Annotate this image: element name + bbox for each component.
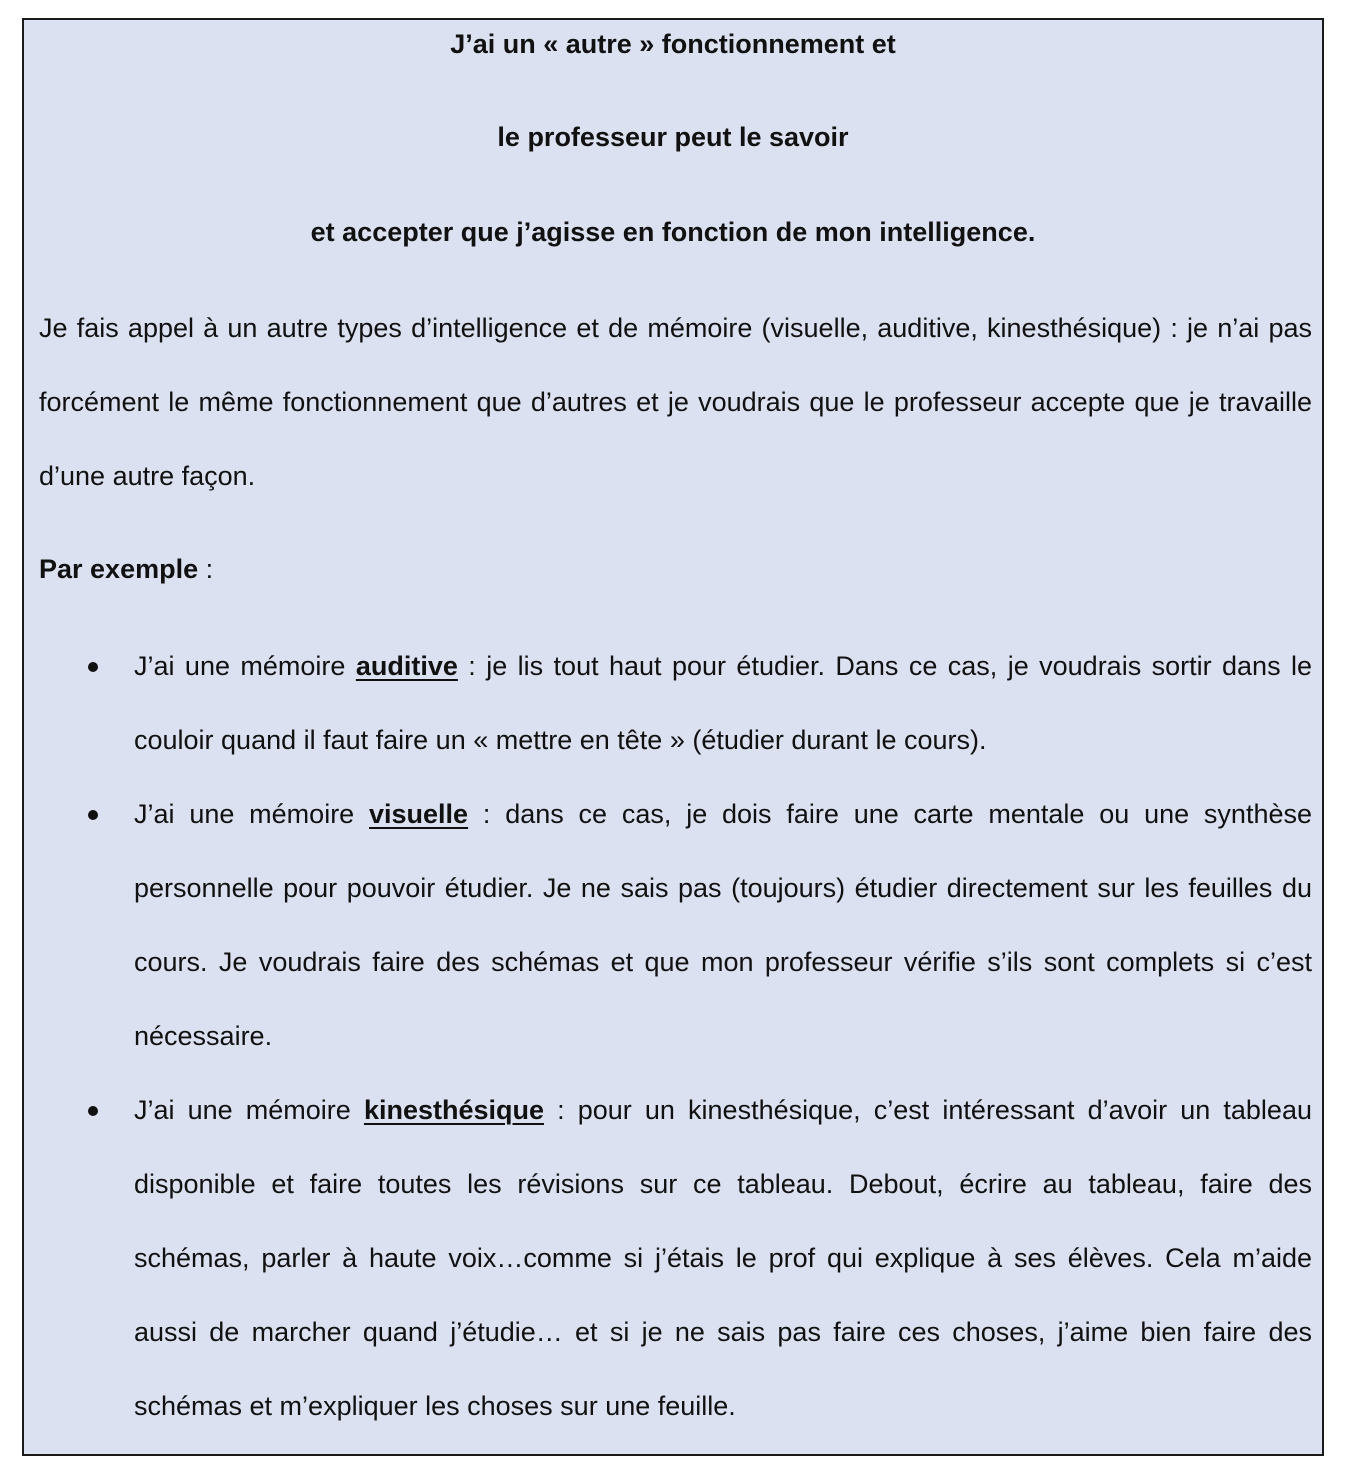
- bullet-item-visuelle: [134, 777, 1312, 1073]
- title-line-1: J’ai un « autre » fonctionnement et: [450, 29, 896, 59]
- bullet-prefix: J’ai une mémoire: [134, 651, 356, 681]
- keyword-auditive: auditive: [355, 651, 458, 681]
- keyword-visuelle: visuelle: [369, 799, 469, 829]
- keyword-kinesthesique: kinesthésique: [363, 1095, 544, 1125]
- document-box: [22, 18, 1324, 1456]
- bullet-text: : dans ce cas, je dois faire une carte mentale ou une synthèse personnelle pour pouvoir étudier. Je ne sais pas (toujours) étudier directement sur les feuilles du cours. Je voudrais faire des schémas et que mon professeur vérifie s’ils sont complets si c’est nécessaire.: [134, 799, 1312, 1051]
- bullet-text: : pour un kinesthésique, c’est intéressant d’avoir un tableau disponible et faire toutes les révisions sur ce tableau. Debout, écrire au tableau, faire des schémas, parler à haute voix…comme si j’étais le prof qui explique à ses élèves. Cela m’aide aussi de marcher quand j’étudie… et si je ne sais pas faire ces choses, j’aime bien faire des schémas et m’expliquer les choses sur une feuille.: [134, 1095, 1312, 1421]
- bullet-prefix: J’ai une mémoire: [134, 799, 370, 829]
- bullet-icon: [88, 810, 98, 820]
- intro-paragraph: Je fais appel à un autre types d’intelligence et de mémoire (visuelle, auditive, kinesthésique) : je n’ai pas forcément le même fonctionnement que d’autres et je voudrais que le professeur accepte que je travaille d’une autre façon.: [39, 313, 1312, 491]
- bullet-text: : je lis tout haut pour étudier. Dans ce cas, je voudrais sortir dans le couloir quand il faut faire un « mettre en tête » (étudier durant le cours).: [134, 651, 1313, 755]
- bullet-item-auditive: [134, 629, 1312, 777]
- title-line-2: le professeur peut le savoir: [497, 122, 849, 152]
- bullet-item-kinesthesique: [134, 1073, 1312, 1443]
- bullet-icon: [88, 1106, 98, 1116]
- example-heading-bold: Par exemple: [39, 554, 199, 584]
- example-heading-rest: :: [198, 554, 214, 584]
- title-line-3: et accepter que j’agisse en fonction de mon intelligence.: [310, 217, 1036, 247]
- bullet-icon: [88, 662, 98, 672]
- bullet-prefix: J’ai une mémoire: [134, 1095, 364, 1125]
- example-heading: [39, 553, 213, 585]
